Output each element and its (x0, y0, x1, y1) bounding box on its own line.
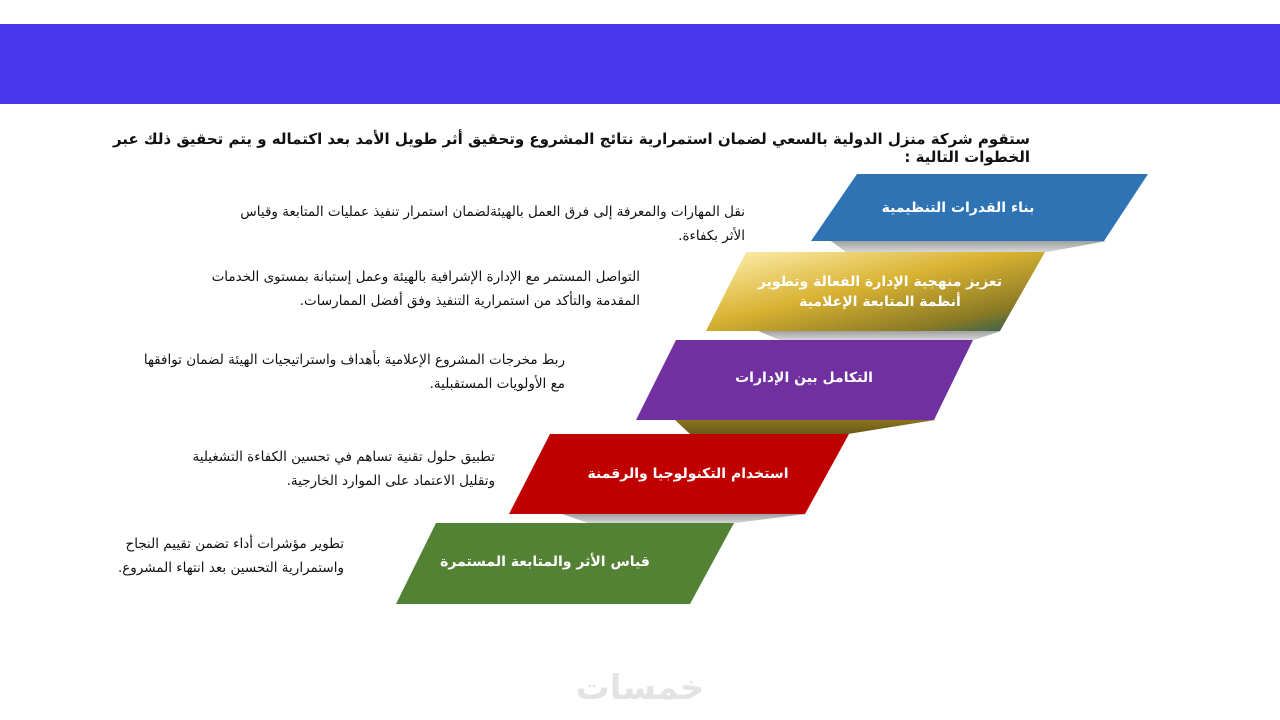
step-label-2: تعزيز منهجية الإدارة الفعالة وتطوير أنظمة المتابعة الإعلامية (757, 274, 1003, 310)
step-label-4: استخدام التكنولوجيا والرقمنة (587, 466, 789, 482)
step-label-5: قياس الأثر والمتابعة المستمرة (440, 554, 650, 570)
intro-text: ستقوم شركة منزل الدولية بالسعي لضمان استمرارية نتائج المشروع وتحقيق أثر طويل الأمد بعد اكتماله و يتم تحقيق ذلك عبر الخطوات التالية : (112, 130, 1030, 166)
step-desc-3: ربط مخرجات المشروع الإعلامية بأهداف واستراتيجيات الهيئة لضمان توافقها مع الأولويات المستقبلية. (143, 352, 565, 392)
step-label-1: بناء القدرات التنظيمية (881, 200, 1035, 216)
step-desc-5: تطوير مؤشرات أداء تضمن تقييم النجاح واستمرارية التحسين بعد انتهاء المشروع. (117, 536, 344, 576)
step-desc-2: التواصل المستمر مع الإدارة الإشرافية بالهيئة وعمل إستبانة بمستوى الخدمات المقدمة والتأكد من استمرارية التنفيذ وفق أفضل الممارسات. (211, 269, 640, 309)
connector-1 (831, 241, 1107, 252)
connector-3 (675, 420, 935, 434)
connector-2 (758, 331, 1001, 340)
watermark-logo: خمسات (575, 668, 705, 708)
step-desc-1: نقل المهارات والمعرفة إلى فرق العمل بالهيئةلضمان استمرار تنفيذ عمليات المتابعة وقياس الأثر بكفاءة. (240, 204, 745, 244)
step-desc-4: تطبيق حلول تقنية تساهم في تحسين الكفاءة التشغيلية وتقليل الاعتماد على الموارد الخارجية. (192, 449, 495, 489)
connector-4 (562, 514, 806, 523)
step-label-3: التكامل بين الإدارات (735, 370, 873, 386)
